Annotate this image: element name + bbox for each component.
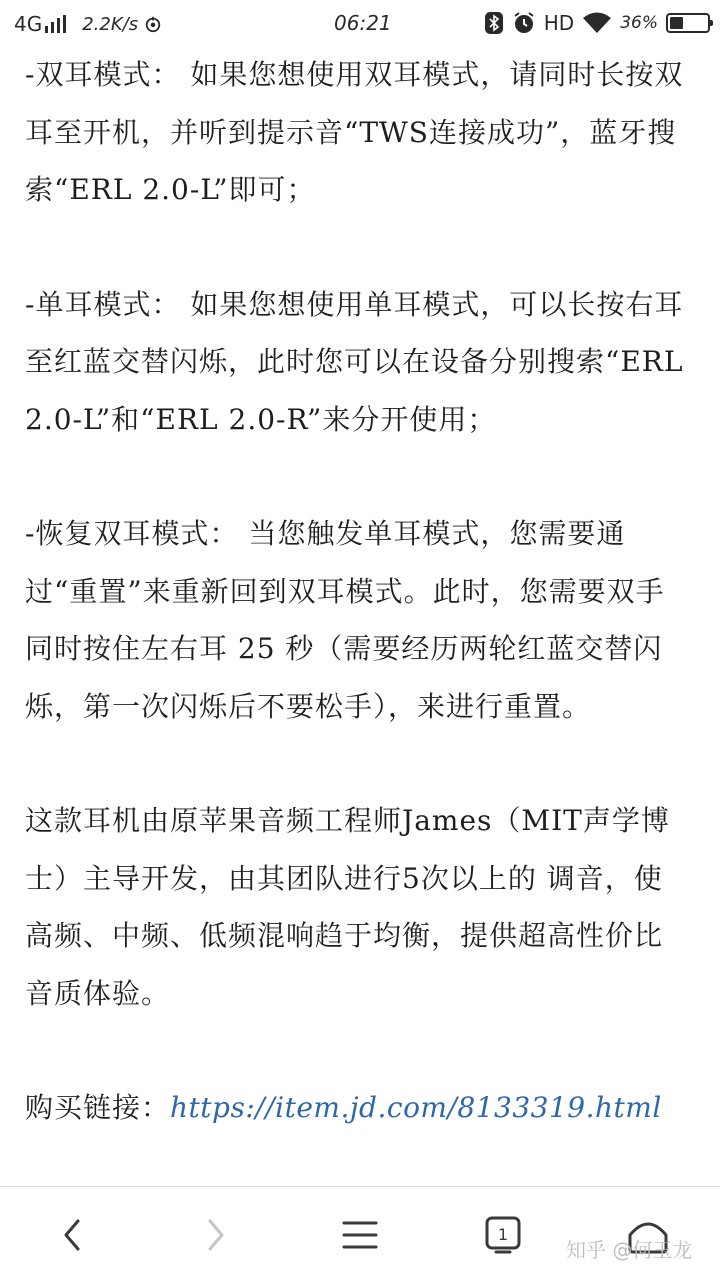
clock: 06:21 xyxy=(334,11,392,35)
back-button[interactable] xyxy=(42,1209,102,1261)
status-right xyxy=(484,10,710,36)
app-notification-icon xyxy=(144,15,162,33)
back-icon xyxy=(60,1217,84,1253)
tabs-button[interactable] xyxy=(474,1209,534,1261)
battery-percent: 36% xyxy=(620,13,658,33)
menu-button[interactable] xyxy=(330,1209,390,1261)
paragraph-restore-dual-mode: -恢复双耳模式： 当您触发单耳模式，您需要通过“重置”来重新回到双耳模式。此时，您需要双手同时按住左右耳 25 秒（需要经历两轮红蓝交替闪烁，第一次闪烁后不要松手），来进行重置。 xyxy=(25,517,665,723)
tab-count: 1 xyxy=(497,1225,509,1244)
buy-label: 购买链接： xyxy=(25,1091,171,1124)
forward-button[interactable] xyxy=(186,1209,246,1261)
buy-link[interactable]: https://item.jd.com/8133319.html xyxy=(170,1091,662,1124)
alarm-icon xyxy=(512,11,536,35)
network-speed: 2.2K/s xyxy=(82,13,139,35)
menu-icon xyxy=(342,1219,378,1251)
bluetooth-icon xyxy=(484,11,504,35)
signal-icon xyxy=(45,15,66,33)
status-bar xyxy=(0,0,720,46)
zhihu-watermark: 知乎 @何玉龙 xyxy=(566,1238,693,1262)
bottom-toolbar xyxy=(0,1186,720,1280)
paragraph-dual-ear-mode: -双耳模式： 如果您想使用双耳模式，请同时长按双耳至开机，并听到提示音“TWS连接成功”，蓝牙搜索“ERL 2.0-L”即可； xyxy=(25,58,684,206)
article-content xyxy=(25,46,690,1137)
forward-icon xyxy=(204,1217,228,1253)
paragraph-single-ear-mode: -单耳模式： 如果您想使用单耳模式，可以长按右耳至红蓝交替闪烁，此时您可以在设备分别搜索“ERL 2.0-L”和“ERL 2.0-R”来分开使用； xyxy=(25,287,684,436)
wifi-icon xyxy=(582,11,612,35)
hd-indicator: HD xyxy=(543,11,575,35)
tabs-icon xyxy=(484,1215,524,1255)
status-left xyxy=(14,11,162,37)
battery-level xyxy=(670,17,683,29)
paragraph-product-intro: 这款耳机由原苹果音频工程师James（MIT声学博士）主导开发，由其团队进行5次以上的 调音，使高频、中频、低频混响趋于均衡，提供超高性价比音质体验。 xyxy=(25,804,670,1010)
battery-icon xyxy=(666,13,710,33)
buy-line xyxy=(25,1079,690,1137)
network-type: 4G xyxy=(14,12,43,36)
